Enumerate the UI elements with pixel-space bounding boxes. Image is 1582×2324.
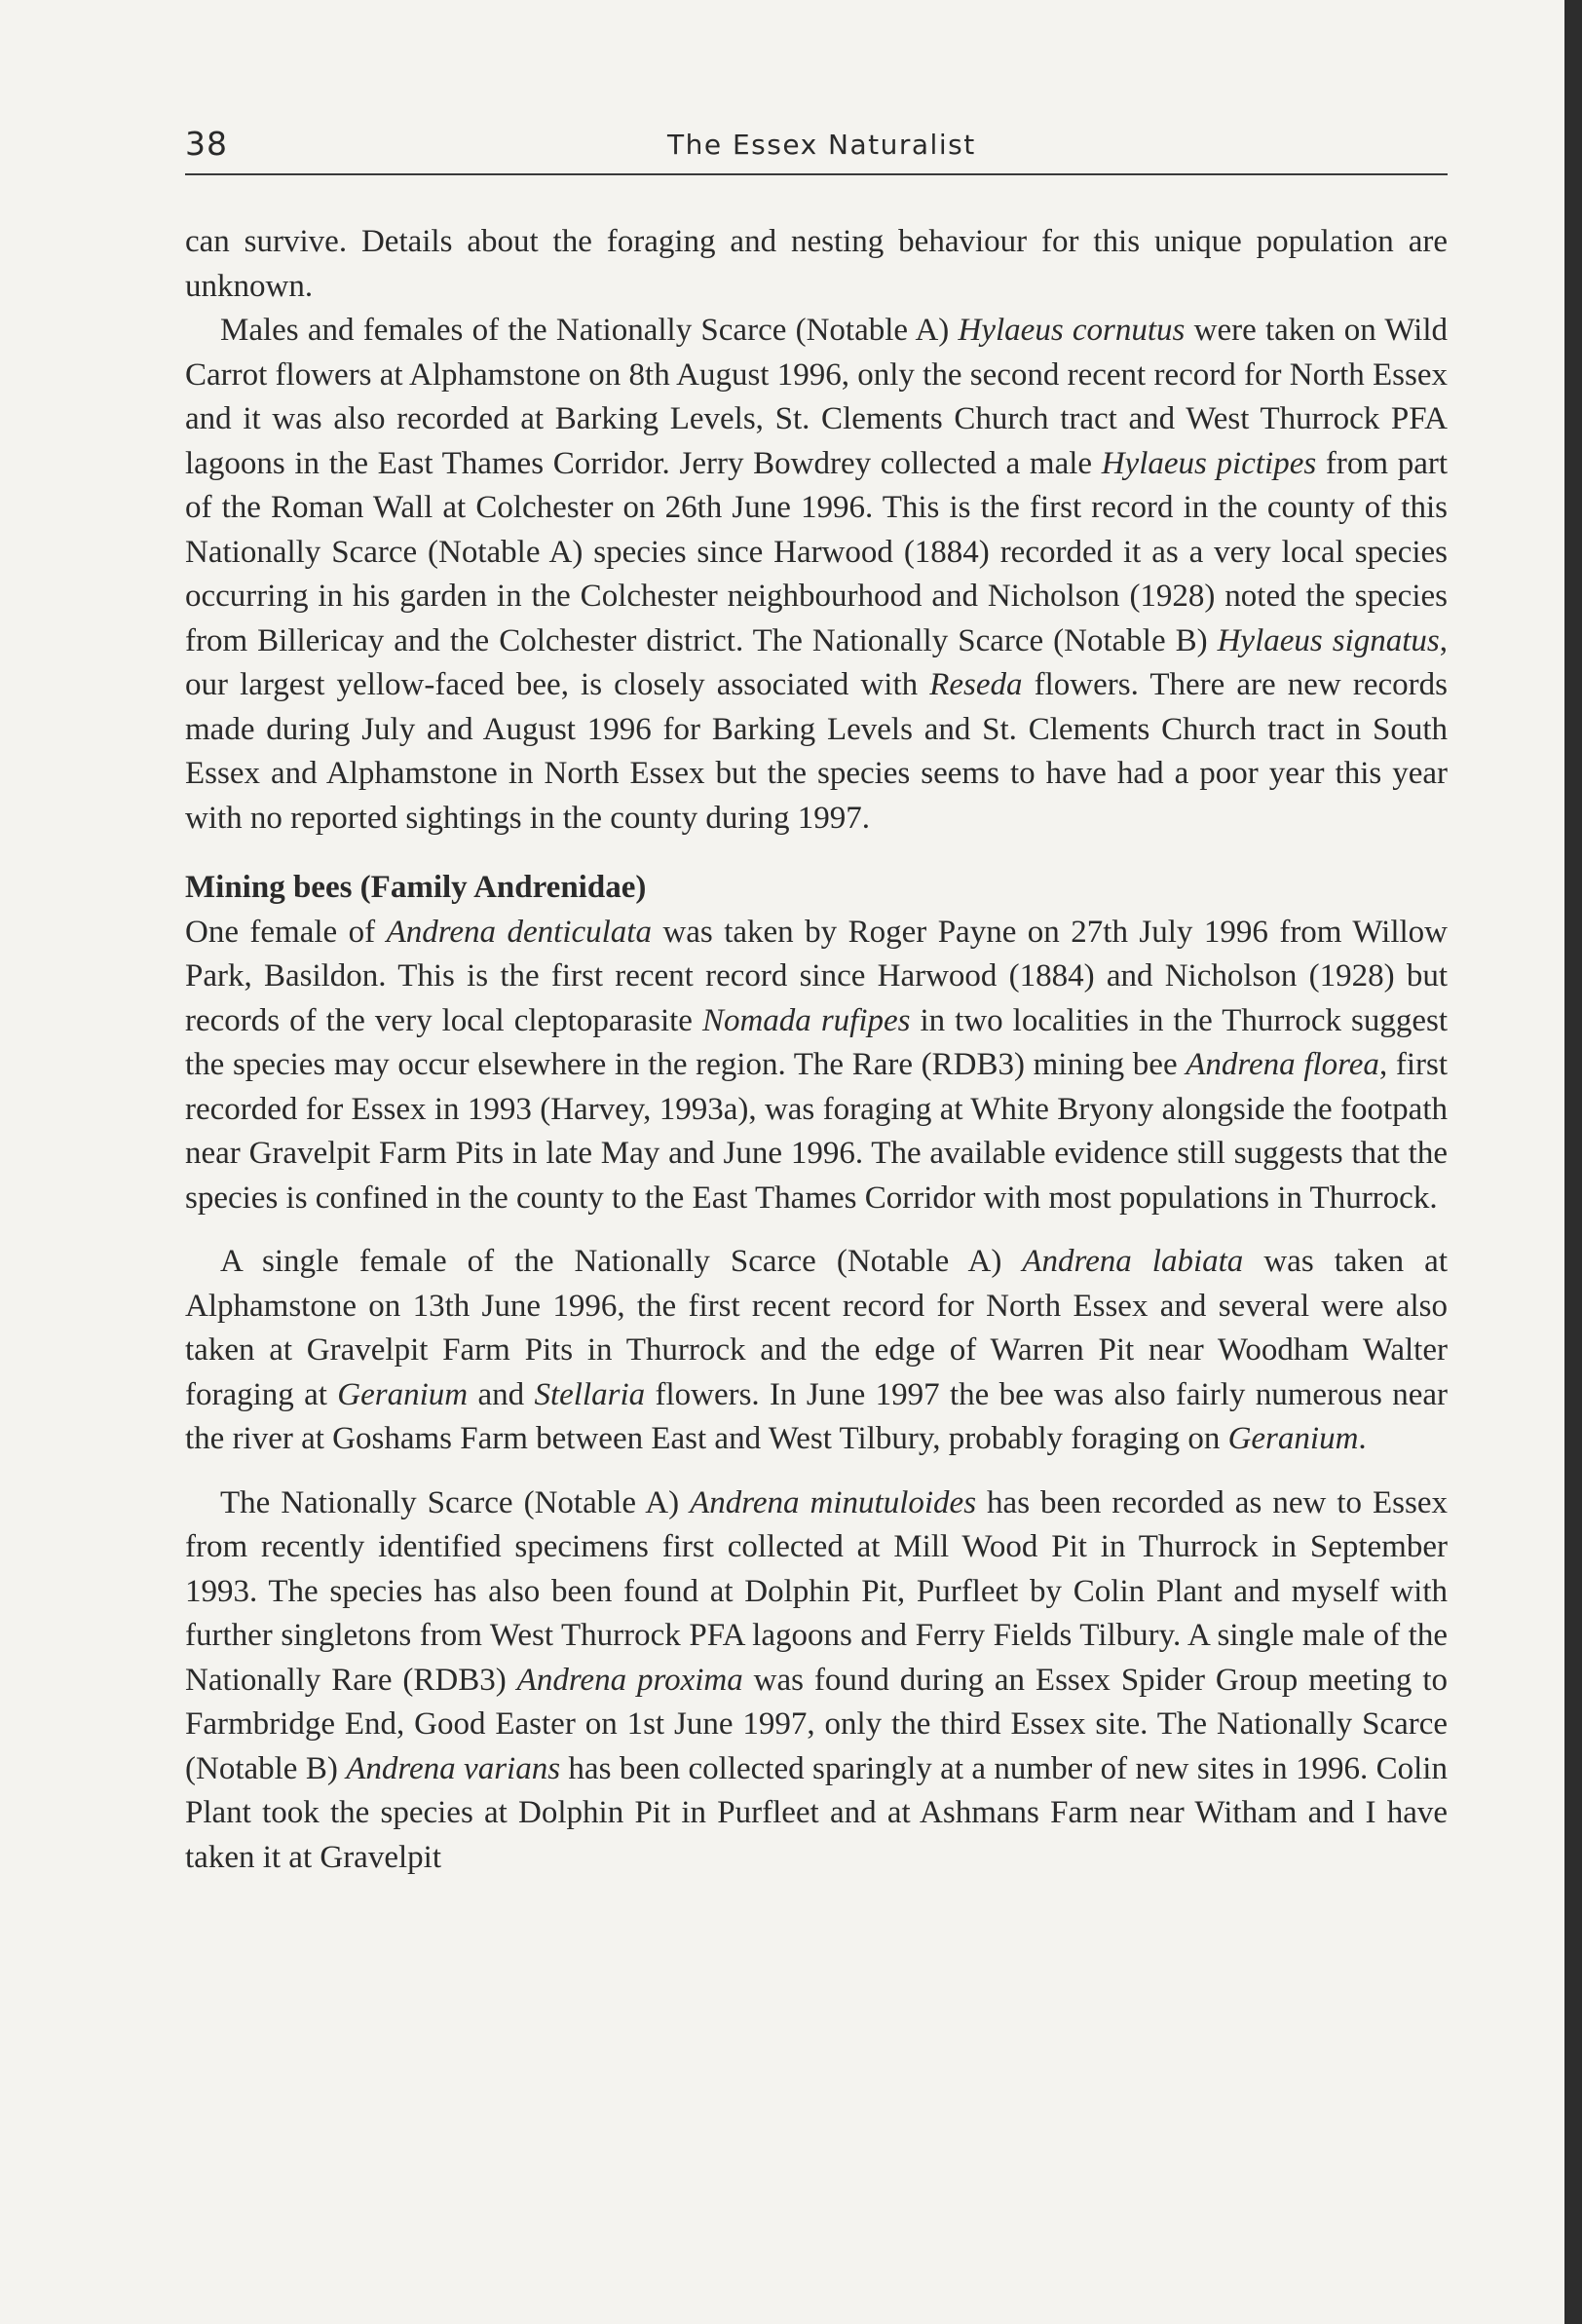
species-name: Andrena denticulata bbox=[386, 914, 652, 950]
species-name: Hylaeus signatus bbox=[1217, 622, 1440, 658]
paragraph-andrena-minutuloides bbox=[185, 1481, 1448, 1881]
text-run: , our largest yellow-faced bee, is closely associated with bbox=[185, 622, 1448, 702]
text-run: , first recorded for Essex in 1993 (Harvey, 1993a), was foraging at White Bryony alongside the footpath near Gravelpit Farm Pits in late May and June 1996. The available evidence still suggests that the species is confined in the county to the East Thames Corridor with most populations in Thurrock. bbox=[185, 1047, 1448, 1216]
species-name: Nomada rufipes bbox=[701, 1002, 911, 1038]
paragraph-andrena-labiata bbox=[185, 1240, 1448, 1462]
species-name: Geranium bbox=[337, 1376, 469, 1412]
text-run: has been recorded as new to Essex from recently identified specimens first collected at Mill Wood Pit in Thurrock in September 1993. The species has also been found at Dolphin Pit, Purfleet by Colin Plant and myself with further singletons from West Thurrock PFA lagoons and Ferry Fields Tilbury. A single male of the Nationally Rare (RDB3) bbox=[185, 1484, 1448, 1698]
scan-edge-shadow bbox=[1564, 0, 1582, 2324]
paragraph-continuation bbox=[185, 220, 1448, 309]
text-run: One female of bbox=[185, 914, 387, 950]
text-run: Males and females of the Nationally Scarce (Notable A) bbox=[220, 313, 959, 348]
body-text bbox=[185, 220, 1448, 1880]
text-run: has been collected sparingly at a number of new sites in 1996. Colin Plant took the species at Dolphin Pit in Purfleet and at Ashmans Farm near Witham and I have taken it at Gravelpit bbox=[185, 1750, 1448, 1875]
text-run: was taken by Roger Payne on 27th July 1996 from Willow Park, Basildon. This is the first recent record since Harwood (1884) and Nicholson (1928) but records of the very local cleptoparasite bbox=[185, 914, 1448, 1038]
text-run: was found during an Essex Spider Group meeting to Farmbridge End, Good Easter on 1st June 1997, only the third Essex site. The Nationally Scarce (Notable B) bbox=[185, 1662, 1448, 1786]
journal-title: The Essex Naturalist bbox=[667, 129, 976, 161]
species-name: Andrena labiata bbox=[1022, 1244, 1244, 1279]
species-name: Reseda bbox=[929, 667, 1023, 702]
species-name: Hylaeus cornutus bbox=[958, 313, 1186, 348]
text-run: in two localities in the Thurrock suggest the species may occur elsewhere in the region. The Rare (RDB3) mining bee bbox=[185, 1002, 1449, 1082]
species-name: Andrena proxima bbox=[516, 1662, 743, 1698]
header-rule bbox=[185, 173, 1448, 175]
text-run: were taken on Wild Carrot flowers at Alphamstone on 8th August 1996, only the second recent record for North Essex and it was also recorded at Barking Levels, St. Clements Church tract and West Thurrock PFA lagoons in the East Thames Corridor. Jerry Bowdrey collected a male bbox=[185, 313, 1448, 481]
species-name: Andrena minutuloides bbox=[690, 1484, 977, 1520]
text-run: from part of the Roman Wall at Colchester on 26th June 1996. This is the first record in the county of this Nationally Scarce (Notable A) species since Harwood (1884) recorded it as a very local species occurring in his garden in the Colchester neighbourhood and Nicholson (1928) noted the species from Billericay and the Colchester district. The Nationally Scarce (Notable B) bbox=[185, 445, 1449, 658]
species-name: Andrena varians bbox=[346, 1750, 561, 1786]
section-heading: Mining bees (Family Andrenidae) bbox=[185, 870, 647, 905]
species-name: Hylaeus pictipes bbox=[1101, 445, 1317, 481]
species-name: Andrena florea bbox=[1186, 1047, 1379, 1082]
text-run: A single female of the Nationally Scarce (Notable A) bbox=[220, 1244, 1023, 1279]
text-run: flowers. In June 1997 the bee was also fairly numerous near the river at Goshams Farm between East and West Tilbury, probably foraging on bbox=[185, 1376, 1449, 1456]
species-name: Geranium bbox=[1227, 1421, 1359, 1456]
journal-page bbox=[185, 125, 1449, 1875]
page-number: 38 bbox=[185, 125, 228, 163]
text-run: . bbox=[1358, 1421, 1367, 1456]
text-run: and bbox=[468, 1376, 535, 1412]
text-run: The Nationally Scarce (Notable A) bbox=[220, 1484, 691, 1520]
text-run: can survive. Details about the foraging and nesting behaviour for this unique population are unknown. bbox=[185, 224, 1448, 304]
running-head bbox=[185, 125, 1448, 173]
species-name: Stellaria bbox=[534, 1376, 646, 1412]
paragraph-andrena-denticulata bbox=[185, 911, 1448, 1221]
paragraph-hylaeus bbox=[185, 309, 1448, 841]
text-run: was taken at Alphamstone on 13th June 1996, the first recent record for North Essex and several were also taken at Gravelpit Farm Pits in Thurrock and the edge of Warren Pit near Woodham Walter foraging at bbox=[185, 1244, 1448, 1412]
text-run: flowers. There are new records made during July and August 1996 for Barking Levels and St. Clements Church tract in South Essex and Alphamstone in North Essex but the species seems to have had a poor year this year with no reported sightings in the county during 1997. bbox=[185, 667, 1448, 836]
